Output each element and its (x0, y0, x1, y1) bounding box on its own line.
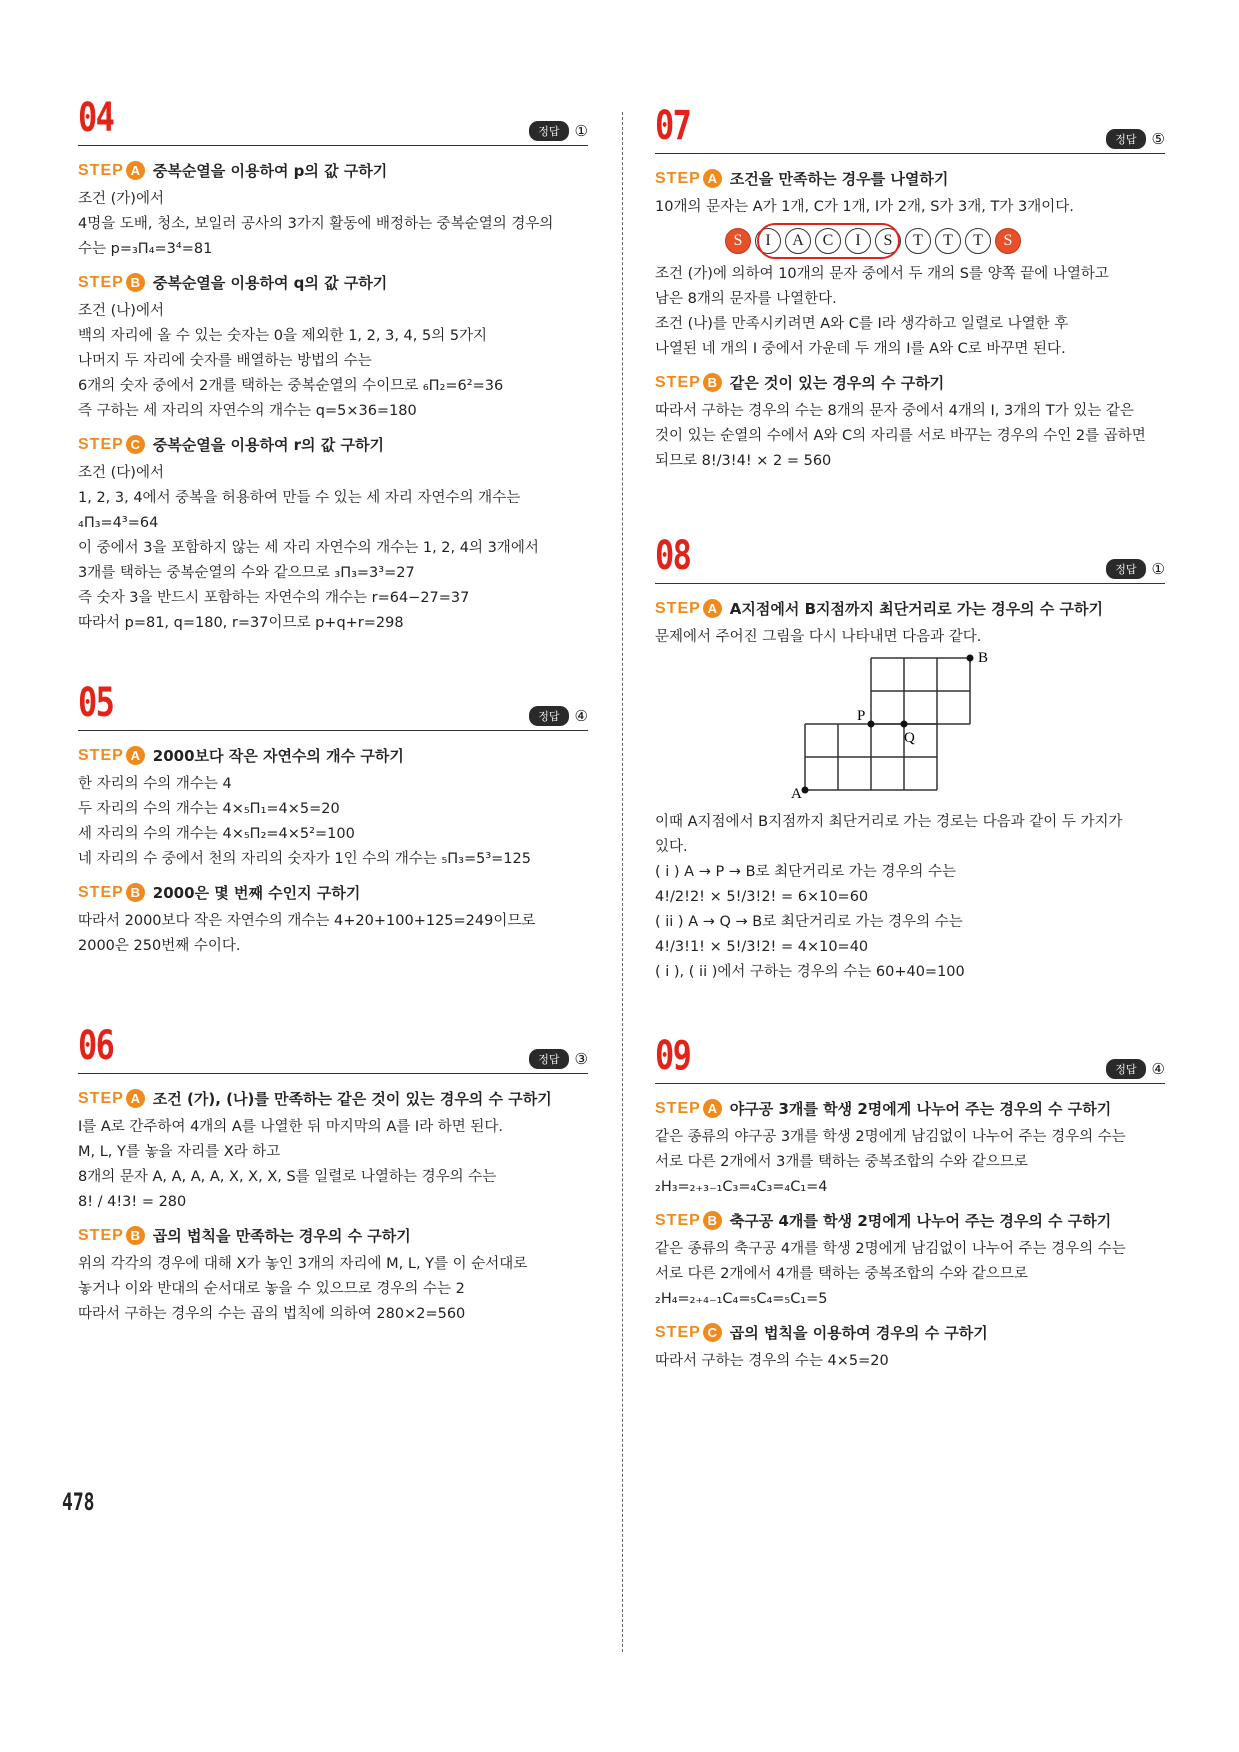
text-line: ( i ) A → P → B로 최단거리로 가는 경우의 수는 (655, 864, 957, 880)
letter-arrangement (655, 220, 1165, 262)
text-line: 네 자리의 수 중에서 천의 자리의 숫자가 1인 수의 개수는 ₅Π₃=5³=125 (78, 851, 532, 867)
step-b (655, 1210, 1165, 1312)
step-label: STEP (78, 435, 124, 453)
answer-badge: 정답 (529, 1049, 568, 1069)
answer-indicator (529, 706, 588, 726)
step-title (78, 272, 588, 293)
text-line: ₄Π₃=4³=64 (78, 515, 159, 531)
step-heading: 곱의 법칙을 만족하는 경우의 수 구하기 (152, 1227, 411, 1245)
step-letter-badge: C (703, 1323, 722, 1342)
text-line: 즉 숫자 3을 반드시 포함하는 자연수의 개수는 r=64−27=37 (78, 590, 470, 606)
step-heading: 2000보다 작은 자연수의 개수 구하기 (152, 747, 404, 765)
text-line: 조건 (나)를 만족시키려면 A와 C를 I라 생각하고 일렬로 나열한 후 (655, 316, 1069, 332)
step-b (78, 882, 588, 959)
step-letter-badge: B (126, 883, 145, 902)
text-line: 나열된 네 개의 I 중에서 가운데 두 개의 I를 A와 C로 바꾸면 된다. (655, 341, 1066, 357)
text-line: 따라서 2000보다 작은 자연수의 개수는 4+20+100+125=249이므로 (78, 913, 536, 929)
text-line: 이때 A지점에서 B지점까지 최단거리로 가는 경로는 다음과 같이 두 가지가 (655, 814, 1123, 830)
letter-circle: T (965, 228, 991, 254)
step-heading: 2000은 몇 번째 수인지 구하기 (152, 884, 361, 902)
text-line: 이 중에서 3을 포함하지 않는 세 자리 자연수의 개수는 1, 2, 4의 3개에서 (78, 540, 539, 556)
step-letter-badge: B (126, 273, 145, 292)
letter-circle: A (785, 228, 811, 254)
step-heading: 같은 것이 있는 경우의 수 구하기 (729, 374, 945, 392)
problem-header (78, 1023, 588, 1074)
text-line: 2000은 250번째 수이다. (78, 938, 241, 954)
step-letter-badge: A (126, 1089, 145, 1108)
letter-circle: S (995, 228, 1021, 254)
step-a (655, 1098, 1165, 1200)
text-line: 문제에서 주어진 그림을 다시 나타내면 다음과 같다. (655, 629, 982, 645)
letter-circle: S (725, 228, 751, 254)
text-line: ( i ), ( ii )에서 구하는 경우의 수는 60+40=100 (655, 964, 965, 980)
step-b (78, 1225, 588, 1327)
problem-number: 08 (655, 533, 691, 579)
step-label: STEP (78, 161, 124, 179)
step-a (78, 1088, 588, 1215)
text-line: 한 자리의 수의 개수는 4 (78, 776, 232, 792)
step-label: STEP (78, 1226, 124, 1244)
problem-07 (655, 103, 1165, 484)
step-heading: 중복순열을 이용하여 r의 값 구하기 (152, 436, 384, 454)
text-line: 6개의 숫자 중에서 2개를 택하는 중복순열의 수이므로 ₆Π₂=6²=36 (78, 378, 504, 394)
step-b (78, 272, 588, 424)
step-title (655, 1322, 1165, 1343)
step-letter-badge: A (703, 1099, 722, 1118)
text-line: ( ii ) A → Q → B로 최단거리로 가는 경우의 수는 (655, 914, 963, 930)
answer-badge: 정답 (1106, 559, 1145, 579)
letter-circle: I (845, 228, 871, 254)
step-c (655, 1322, 1165, 1374)
step-letter-badge: A (126, 746, 145, 765)
step-label: STEP (78, 273, 124, 291)
text-line: 따라서 구하는 경우의 수는 8개의 문자 중에서 4개의 I, 3개의 T가 있는 같은 (655, 403, 1134, 419)
step-label: STEP (655, 1099, 701, 1117)
problem-number: 06 (78, 1023, 114, 1069)
text-line: 4명을 도배, 청소, 보일러 공사의 3가지 활동에 배정하는 중복순열의 경우의 (78, 216, 554, 232)
text-line: 수는 p=₃Π₄=3⁴=81 (78, 241, 213, 257)
answer-indicator (1106, 559, 1165, 579)
step-letter-badge: B (703, 1211, 722, 1230)
solution-steps (655, 1084, 1165, 1374)
text-line: 따라서 구하는 경우의 수는 4×5=20 (655, 1353, 889, 1369)
grid-label-a: A (791, 786, 802, 802)
step-title (655, 168, 1165, 189)
text-line: 즉 구하는 세 자리의 자연수의 개수는 q=5×36=180 (78, 403, 417, 419)
text-line: 1, 2, 3, 4에서 중복을 허용하여 만들 수 있는 세 자리 자연수의 개수는 (78, 490, 521, 506)
text-line: 두 자리의 수의 개수는 4×₅Π₁=4×5=20 (78, 801, 340, 817)
step-letter-badge: A (703, 599, 722, 618)
step-label: STEP (655, 599, 701, 617)
problem-06 (78, 1023, 588, 1337)
answer-indicator (529, 1049, 588, 1069)
step-a (78, 745, 588, 872)
text-line: 것이 있는 순열의 수에서 A와 C의 자리를 서로 바꾸는 경우의 수인 2를 곱하면 (655, 428, 1146, 444)
text-line: 따라서 p=81, q=180, r=37이므로 p+q+r=298 (78, 615, 404, 631)
text-line: 따라서 구하는 경우의 수는 곱의 법칙에 의하여 280×2=560 (78, 1306, 466, 1322)
problem-08 (655, 533, 1165, 995)
grouped-letters-ring (757, 223, 900, 259)
text-line: 백의 자리에 올 수 있는 숫자는 0을 제외한 1, 2, 3, 4, 5의 5가지 (78, 328, 488, 344)
text-line: 위의 각각의 경우에 대해 X가 놓인 3개의 자리에 M, L, Y를 이 순서대로 (78, 1256, 528, 1272)
text-line: 8! / 4!3! = 280 (78, 1194, 187, 1210)
grid-point-q (901, 721, 908, 728)
text-line: M, L, Y를 놓을 자리를 X라 하고 (78, 1144, 281, 1160)
text-line: ₂H₄=₂₊₄₋₁C₄=₅C₄=₅C₁=5 (655, 1291, 828, 1307)
step-heading: 야구공 3개를 학생 2명에게 나누어 주는 경우의 수 구하기 (729, 1100, 1112, 1118)
problem-number: 07 (655, 103, 691, 149)
answer-value: ⑤ (1151, 130, 1165, 148)
step-a (655, 598, 1165, 985)
text-line: 4!/2!2! × 5!/3!2! = 6×10=60 (655, 889, 869, 905)
step-title (78, 160, 588, 181)
problem-header (78, 680, 588, 731)
step-heading: A지점에서 B지점까지 최단거리로 가는 경우의 수 구하기 (729, 600, 1103, 618)
problem-number: 09 (655, 1033, 691, 1079)
step-a (78, 160, 588, 262)
solution-steps (78, 731, 588, 959)
grid-point-p (868, 721, 875, 728)
grid-point-b (967, 655, 974, 662)
route-grid (655, 650, 1165, 810)
problem-05 (78, 680, 588, 969)
answer-badge: 정답 (529, 121, 568, 141)
step-heading: 중복순열을 이용하여 q의 값 구하기 (152, 274, 388, 292)
answer-indicator (1106, 1059, 1165, 1079)
step-a (655, 168, 1165, 362)
solution-steps (78, 146, 588, 636)
text-line: 조건 (다)에서 (78, 465, 164, 481)
step-heading: 조건을 만족하는 경우를 나열하기 (729, 170, 949, 188)
text-line: I를 A로 간주하여 4개의 A를 나열한 뒤 마지막의 A를 I라 하면 된다. (78, 1119, 504, 1135)
step-label: STEP (78, 883, 124, 901)
letter-circle: I (755, 228, 781, 254)
step-title (655, 1210, 1165, 1231)
text-line: 서로 다른 2개에서 4개를 택하는 중복조합의 수와 같으므로 (655, 1266, 1028, 1282)
route-grid-svg (655, 650, 1165, 810)
step-title (78, 1088, 588, 1109)
step-c (78, 434, 588, 636)
grid-point-a (802, 787, 809, 794)
text-line: 10개의 문자는 A가 1개, C가 1개, I가 2개, S가 3개, T가 3개이다. (655, 199, 1074, 215)
step-label: STEP (655, 1211, 701, 1229)
problem-number: 04 (78, 95, 114, 141)
step-label: STEP (78, 746, 124, 764)
step-letter-badge: B (126, 1226, 145, 1245)
step-title (78, 745, 588, 766)
answer-badge: 정답 (529, 706, 568, 726)
letter-circle: C (815, 228, 841, 254)
text-line: 세 자리의 수의 개수는 4×₅Π₂=4×5²=100 (78, 826, 355, 842)
text-line: 8개의 문자 A, A, A, A, X, X, X, S를 일렬로 나열하는 경우의 수는 (78, 1169, 497, 1185)
step-letter-badge: B (703, 373, 722, 392)
text-line: 놓거나 이와 반대의 순서대로 놓을 수 있으므로 경우의 수는 2 (78, 1281, 465, 1297)
step-letter-badge: A (126, 161, 145, 180)
step-title (655, 1098, 1165, 1119)
step-title (78, 882, 588, 903)
step-heading: 중복순열을 이용하여 p의 값 구하기 (152, 162, 388, 180)
step-label: STEP (655, 373, 701, 391)
problem-header (78, 95, 588, 146)
text-line: 나머지 두 자리에 숫자를 배열하는 방법의 수는 (78, 353, 372, 369)
letter-circle: T (935, 228, 961, 254)
problem-header (655, 533, 1165, 584)
step-b (655, 372, 1165, 474)
step-label: STEP (655, 1323, 701, 1341)
problem-header (655, 103, 1165, 154)
problem-number: 05 (78, 680, 114, 726)
answer-value: ③ (574, 1050, 588, 1068)
text-line: 서로 다른 2개에서 3개를 택하는 중복조합의 수와 같으므로 (655, 1154, 1028, 1170)
text-line: 같은 종류의 축구공 4개를 학생 2명에게 남김없이 나누어 주는 경우의 수는 (655, 1241, 1126, 1257)
text-line: 조건 (나)에서 (78, 303, 164, 319)
column-divider (622, 112, 623, 1652)
problem-09 (655, 1033, 1165, 1384)
grid-label-q: Q (904, 730, 915, 746)
answer-value: ① (574, 122, 588, 140)
text-line: 있다. (655, 839, 688, 855)
text-line: 남은 8개의 문자를 나열한다. (655, 291, 837, 307)
text-line: 조건 (가)에서 (78, 191, 164, 207)
step-heading: 조건 (가), (나)를 만족하는 같은 것이 있는 경우의 수 구하기 (152, 1090, 552, 1108)
answer-badge: 정답 (1106, 129, 1145, 149)
text-line: 4!/3!1! × 5!/3!2! = 4×10=40 (655, 939, 869, 955)
solution-steps (655, 584, 1165, 985)
problem-04 (78, 95, 588, 646)
step-letter-badge: A (703, 169, 722, 188)
letter-circle: S (875, 228, 901, 254)
answer-badge: 정답 (1106, 1059, 1145, 1079)
step-title (78, 434, 588, 455)
step-label: STEP (655, 169, 701, 187)
answer-value: ④ (574, 707, 588, 725)
step-label: STEP (78, 1089, 124, 1107)
solution-steps (655, 154, 1165, 474)
step-title (655, 598, 1165, 619)
grid-label-b: B (978, 650, 989, 666)
grid-label-p: P (857, 708, 866, 724)
problem-header (655, 1033, 1165, 1084)
solution-steps (78, 1074, 588, 1327)
page-number: 478 (62, 1488, 95, 1516)
text-line: 같은 종류의 야구공 3개를 학생 2명에게 남김없이 나누어 주는 경우의 수는 (655, 1129, 1126, 1145)
step-title (655, 372, 1165, 393)
answer-value: ① (1151, 560, 1165, 578)
letter-circle: T (905, 228, 931, 254)
step-heading: 축구공 4개를 학생 2명에게 나누어 주는 경우의 수 구하기 (729, 1212, 1112, 1230)
step-heading: 곱의 법칙을 이용하여 경우의 수 구하기 (729, 1324, 988, 1342)
answer-indicator (529, 121, 588, 141)
text-line: ₂H₃=₂₊₃₋₁C₃=₄C₃=₄C₁=4 (655, 1179, 828, 1195)
answer-value: ④ (1151, 1060, 1165, 1078)
answer-indicator (1106, 129, 1165, 149)
text-line: 되므로 8!/3!4! × 2 = 560 (655, 453, 832, 469)
step-letter-badge: C (126, 435, 145, 454)
text-line: 3개를 택하는 중복순열의 수와 같으므로 ₃Π₃=3³=27 (78, 565, 415, 581)
step-title (78, 1225, 588, 1246)
text-line: 조건 (가)에 의하여 10개의 문자 중에서 두 개의 S를 양쪽 끝에 나열하고 (655, 266, 1109, 282)
